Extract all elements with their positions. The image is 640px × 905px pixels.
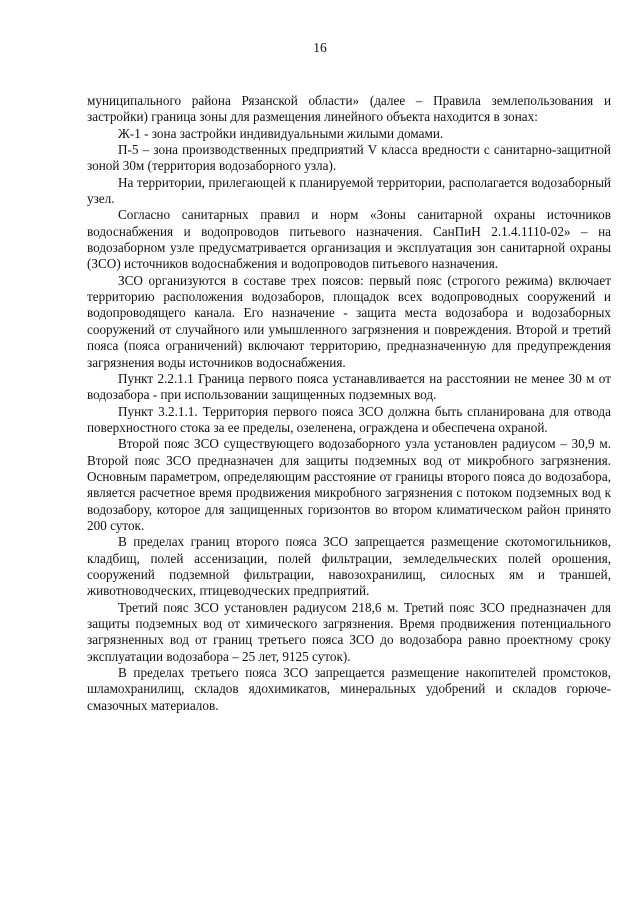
paragraph-clause-2211: Пункт 2.2.1.1 Граница первого пояса устанавливается на расстоянии не менее 30 м от водозабора - при использовании защищенных подземных вод. — [87, 370, 611, 403]
paragraph-zone-zh1: Ж-1 - зона застройки индивидуальными жилыми домами. — [118, 125, 444, 141]
paragraph-zone-p5: П-5 – зона производственных предприятий V класса вредности с санитарно-защитной зоной 30м (территория водозаборного узла). — [87, 142, 611, 174]
paragraph-zso-belts: ЗСО организуются в составе трех поясов: первый пояс (строгого режима) включает территорию расположения водозаборов, площадок всех водопроводных сооружений и водопроводящего канала. Его назначение - защита места водозабора и водозаборных сооружений от случайного или умышленного загрязнения и повреждения. Второй и третий пояса (пояса ограничений) включают территорию, предназначенную для предупреждения загрязнения воды источников водоснабжения. — [87, 272, 611, 370]
paragraph-third-belt: Третий пояс ЗСО установлен радиусом 218,6 м. Третий пояс ЗСО предназначен для защиты подземных вод от химического загрязнения. Время продвижения потенциального загрязненных вод от границ третьего пояса ЗСО до водозабора равно проектному сроку эксплуатации водозабора – 25 лет, 9125 суток). — [87, 599, 611, 664]
paragraph-sanpin: Согласно санитарных правил и норм «Зоны санитарной охраны источников водоснабжения и водопроводов питьевого назначения. СанПиН 2.1.4.1110-02» – на водозаборном узле предусматривается организация и эксплуатация зон санитарной охраны (ЗСО) источников водоснабжения и водопроводов питьевого назначения. — [87, 207, 611, 272]
page-number: 16 — [313, 40, 327, 55]
paragraph-second-belt-prohibitions: В пределах границ второго пояса ЗСО запрещается размещение скотомогильников, кладбищ, полей ассенизации, полей фильтрации, земледельческих полей орошения, сооружений подземной фильтрации, навозохранилищ, силосных ям и траншей, животноводческих, птицеводческих предприятий. — [87, 534, 611, 599]
paragraph-second-belt: Второй пояс ЗСО существующего водозаборного узла установлен радиусом – 30,9 м. Второй пояс ЗСО предназначен для защиты подземных вод от микробного загрязнения. Основным параметром, определяющим расстояние от границы второго пояса до водозабора, является расчетное время продвижения микробного загрязнения с потоком подземных вод к водозабору, которое для защищенных горизонтов во втором климатическом район принято 200 суток. — [87, 436, 611, 533]
paragraph-water-intake: На территории, прилегающей к планируемой территории, располагается водозаборный узел. — [87, 174, 611, 207]
document-body — [87, 93, 611, 714]
paragraph-continuation: муниципального района Рязанской области» (далее – Правила землепользования и застройки) граница зоны для размещения линейного объекта находится в зонах: — [87, 93, 611, 125]
paragraph-third-belt-prohibitions: В пределах третьего пояса ЗСО запрещается размещение накопителей промстоков, шламохранилищ, складов ядохимикатов, минеральных удобрений и складов горюче-смазочных материалов. — [87, 665, 611, 713]
paragraph-clause-3211: Пункт 3.2.1.1. Территория первого пояса ЗСО должна быть спланирована для отвода поверхностного стока за ее пределы, озеленена, ограждена и обеспечена охраной. — [87, 403, 611, 435]
